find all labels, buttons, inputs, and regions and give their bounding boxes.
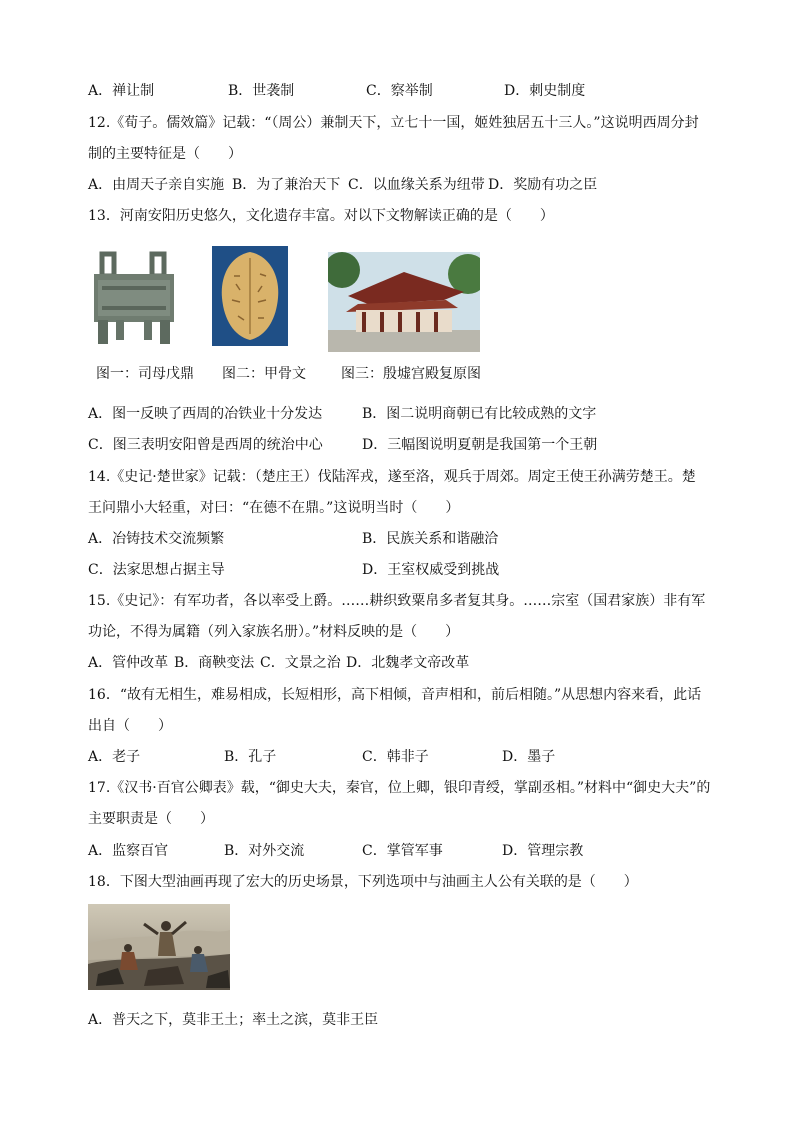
q14-option-b: B．民族关系和谐融洽 [362, 531, 499, 547]
q15-stem-line1: 15.《史记》：有军功者，各以率受上爵。……耕织致粟帛多者复其身。……宗室（国君家族）非有军 [88, 593, 706, 609]
q13-option-c: C．图三表明安阳曾是西周的统治中心 [88, 437, 323, 453]
q13-option-a: A．图一反映了西周的冶铁业十分发达 [88, 406, 323, 422]
q16-stem-line2: 出自（ ） [88, 718, 172, 734]
q11-option-a: A．禅让制 [88, 83, 155, 99]
q17-option-d: D．管理宗教 [502, 843, 584, 859]
q14-stem-line1: 14.《史记·楚世家》记载：（楚庄王）伐陆浑戎，遂至洛，观兵于周郊。周定王使王孙满劳楚王。楚 [88, 469, 696, 485]
q16-stem-line1: 16．“故有无相生，难易相成，长短相形，高下相倾，音声相和，前后相随。”从思想内容来看，此话 [88, 687, 702, 703]
caption-figure-1: 图一：司母戊鼎 [96, 366, 194, 382]
q14-option-a: A．冶铸技术交流频繁 [88, 531, 225, 547]
q14-stem-line2: 王问鼎小大轻重，对曰：“在德不在鼎。”这说明当时（ ） [88, 500, 460, 516]
caption-figure-3: 图三：殷墟宫殿复原图 [341, 366, 481, 382]
q11-option-b: B．世袭制 [228, 83, 295, 99]
figure-oil-painting [88, 904, 230, 990]
q18-option-a: A．普天之下，莫非王土；率土之滨，莫非王臣 [88, 1012, 379, 1028]
q12-option-b: B．为了兼治天下 [232, 177, 341, 193]
q14-option-c: C．法家思想占据主导 [88, 562, 225, 578]
q15-stem-line2: 功论，不得为属籍（列入家族名册）。”材料反映的是（ ） [88, 624, 460, 640]
q11-option-c: C．察举制 [366, 83, 433, 99]
q13-option-b: B．图二说明商朝已有比较成熟的文字 [362, 406, 597, 422]
q13-option-d: D．三幅图说明夏朝是我国第一个王朝 [362, 437, 598, 453]
q12-stem-line2: 制的主要特征是（ ） [88, 146, 242, 162]
q13-stem: 13．河南安阳历史悠久，文化遗存丰富。对以下文物解读正确的是（ ） [88, 208, 554, 224]
caption-figure-2: 图二：甲骨文 [222, 366, 306, 382]
q12-option-c: C．以血缘关系为纽带 [348, 177, 485, 193]
q16-option-d: D．墨子 [502, 749, 556, 765]
q15-option-a: A．管仲改革 [88, 655, 169, 671]
q12-option-d: D．奖励有功之臣 [488, 177, 598, 193]
figure-simuwu-ding [88, 250, 180, 346]
q15-option-b: B．商鞅变法 [174, 655, 255, 671]
figure-yinxu-palace [328, 252, 480, 352]
q17-option-b: B．对外交流 [224, 843, 305, 859]
figure-oracle-bone [212, 246, 288, 346]
q15-option-c: C．文景之治 [260, 655, 341, 671]
q16-option-a: A．老子 [88, 749, 141, 765]
q18-stem: 18．下图大型油画再现了宏大的历史场景，下列选项中与油画主人公有关联的是（ ） [88, 874, 638, 890]
q17-stem-line2: 主要职责是（ ） [88, 811, 214, 827]
q16-option-b: B．孔子 [224, 749, 277, 765]
q17-option-c: C．掌管军事 [362, 843, 443, 859]
q17-stem-line1: 17.《汉书·百官公卿表》载，“御史大夫，秦官，位上卿，银印青绶，掌副丞相。”材料中“御史大夫”的 [88, 780, 711, 796]
q12-stem-line1: 12.《荀子。儒效篇》记载：“（周公）兼制天下，立七十一国，姬姓独居五十三人。”这说明西周分封 [88, 115, 699, 131]
q14-option-d: D．王室权威受到挑战 [362, 562, 500, 578]
q17-option-a: A．监察百官 [88, 843, 169, 859]
q11-option-d: D．刺史制度 [504, 83, 586, 99]
q12-option-a: A．由周天子亲自实施 [88, 177, 225, 193]
q15-option-d: D．北魏孝文帝改革 [346, 655, 470, 671]
q16-option-c: C．韩非子 [362, 749, 429, 765]
